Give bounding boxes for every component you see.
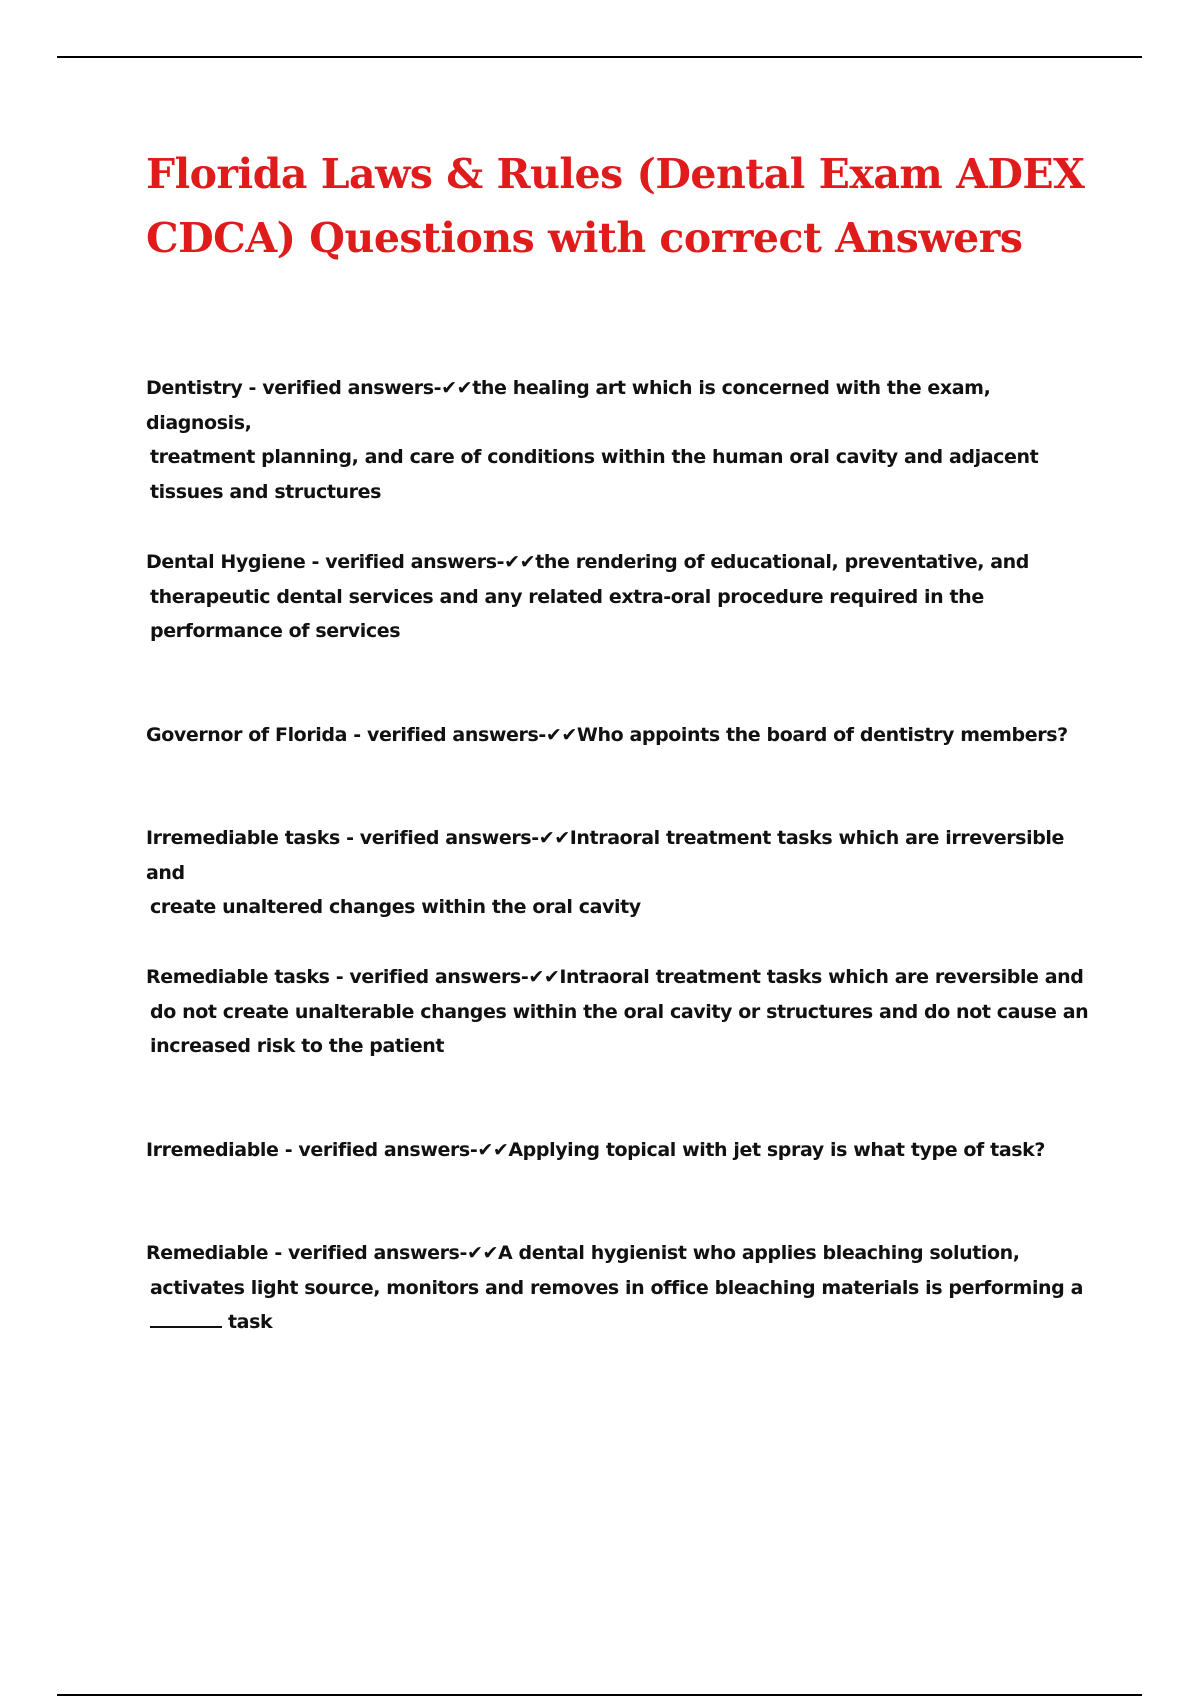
qa-answer-text: Who appoints the board of dentistry members? <box>576 724 1068 746</box>
check-marks-icon: ✔✔ <box>545 724 577 746</box>
qa-separator: - verified answers- <box>305 551 505 573</box>
qa-separator: - verified answers- <box>347 724 546 746</box>
qa-term: Irremediable tasks <box>146 827 340 849</box>
qa-continuation: do not create unalterable changes within the oral cavity or structures and do not cause an <box>150 1000 1089 1023</box>
qa-separator: - verified answers- <box>268 1242 467 1264</box>
qa-first-line <box>146 1133 1096 1168</box>
qa-entry <box>146 371 1096 509</box>
qa-separator: - verified answers- <box>329 966 529 988</box>
qa-first-line <box>146 960 1096 995</box>
qa-continuation: therapeutic dental services and any related extra-oral procedure required in the <box>150 585 984 608</box>
qa-answer-text: the rendering of educational, preventative, and <box>535 551 1029 573</box>
qa-answer-text: A dental hygienist who applies bleaching solution, <box>498 1242 1020 1264</box>
check-marks-icon: ✔✔ <box>538 827 570 849</box>
qa-entry <box>146 545 1096 649</box>
qa-first-line <box>146 1236 1096 1271</box>
qa-answer-text: the healing art which is concerned with the exam, diagnosis, <box>146 377 991 434</box>
qa-entry <box>146 960 1096 1064</box>
qa-continuation: activates light source, monitors and removes in office bleaching materials is performing a <box>150 1276 1084 1299</box>
qa-continuation: treatment planning, and care of conditions within the human oral cavity and adjacent <box>150 446 1039 468</box>
qa-separator: - verified answers- <box>339 827 539 849</box>
bottom-rule <box>57 1694 1142 1696</box>
qa-answer-text: Intraoral treatment tasks which are reversible and <box>559 966 1084 988</box>
qa-first-line <box>146 545 1096 580</box>
check-marks-icon: ✔✔ <box>466 1242 498 1264</box>
top-rule <box>57 56 1142 58</box>
qa-continuation: performance of services <box>150 620 401 642</box>
qa-term: Irremediable <box>146 1139 279 1161</box>
qa-entry <box>146 1236 1096 1340</box>
qa-entry <box>146 1133 1096 1168</box>
qa-term: Remediable tasks <box>146 966 330 988</box>
document-title: Florida Laws & Rules (Dental Exam ADEX CDCA) Questions with correct Answers <box>146 150 1085 262</box>
qa-first-line <box>146 371 1096 440</box>
qa-last-line <box>146 1305 1096 1340</box>
qa-separator: - verified answers- <box>278 1139 478 1161</box>
qa-term: Governor of Florida <box>146 724 348 746</box>
qa-continuation: increased risk to the patient <box>150 1035 445 1057</box>
fill-in-blank <box>150 1306 222 1328</box>
qa-continuation: tissues and structures <box>150 480 382 503</box>
qa-blank-suffix: task <box>228 1311 273 1333</box>
qa-first-line <box>146 821 1096 890</box>
qa-entry <box>146 821 1096 925</box>
qa-continuation: create unaltered changes within the oral cavity <box>150 896 641 918</box>
qa-term: Remediable <box>146 1242 269 1264</box>
qa-term: Dentistry <box>146 377 243 399</box>
qa-answer-text: Applying topical with jet spray is what type of task? <box>508 1139 1046 1161</box>
qa-answer-text: Intraoral treatment tasks which are irreversible and <box>146 827 1065 884</box>
check-marks-icon: ✔✔ <box>477 1139 509 1161</box>
qa-entry <box>146 718 1096 753</box>
check-marks-icon: ✔✔ <box>504 551 536 573</box>
qa-first-line <box>146 718 1096 753</box>
qa-separator: - verified answers- <box>242 377 442 399</box>
check-marks-icon: ✔✔ <box>441 377 473 399</box>
check-marks-icon: ✔✔ <box>528 966 560 988</box>
qa-term: Dental Hygiene <box>146 551 306 573</box>
